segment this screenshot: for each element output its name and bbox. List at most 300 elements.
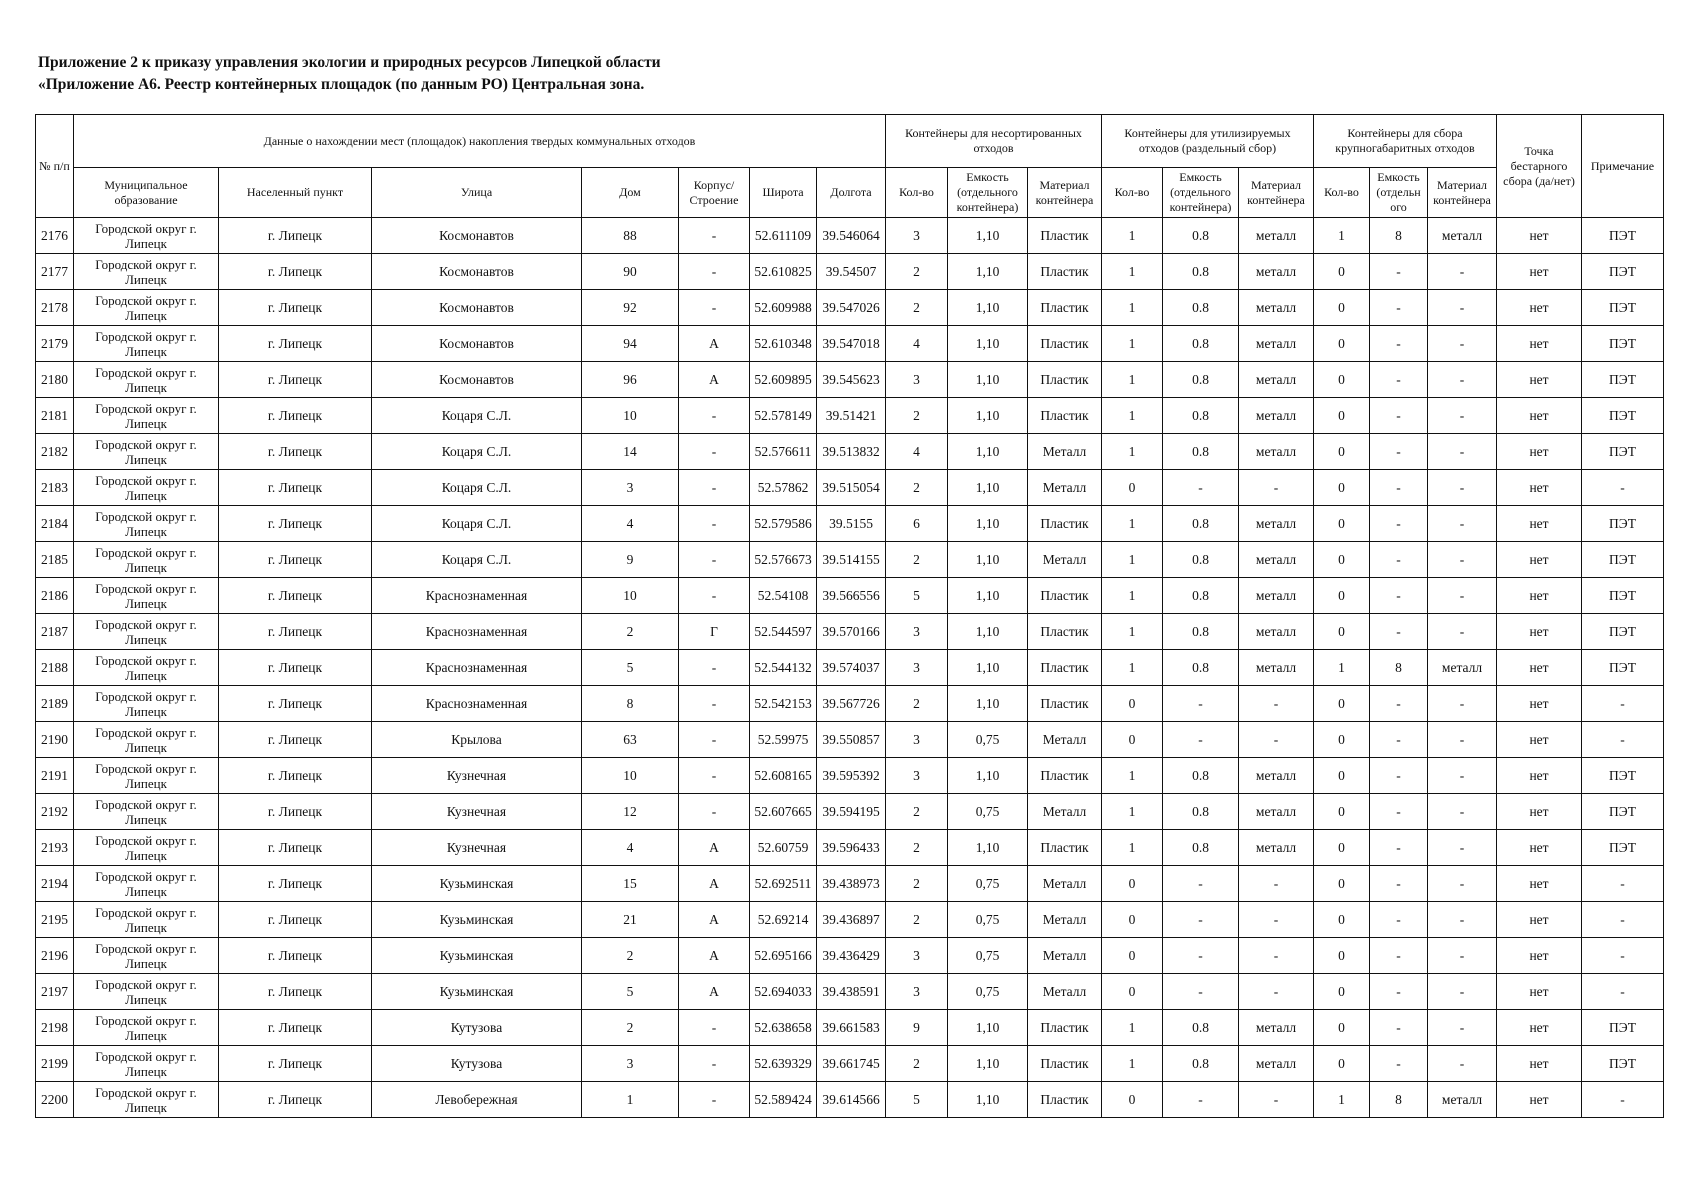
row-number: 2176 bbox=[36, 218, 74, 254]
bulky-material-cell: - bbox=[1428, 794, 1497, 830]
bulky-capacity-cell: - bbox=[1370, 974, 1428, 1010]
house-cell: 88 bbox=[582, 218, 679, 254]
recycle-count-cell: 1 bbox=[1102, 794, 1163, 830]
bulky-capacity-cell: - bbox=[1370, 254, 1428, 290]
building-cell: А bbox=[679, 902, 750, 938]
note-cell: - bbox=[1582, 722, 1664, 758]
street-cell: Краснознаменная bbox=[372, 578, 582, 614]
longitude-cell: 39.547026 bbox=[817, 290, 886, 326]
recycle-capacity-cell: - bbox=[1163, 938, 1239, 974]
recycle-material-cell: металл bbox=[1239, 614, 1314, 650]
bulk-point-cell: нет bbox=[1497, 902, 1582, 938]
row-number: 2200 bbox=[36, 1082, 74, 1118]
house-cell: 15 bbox=[582, 866, 679, 902]
longitude-cell: 39.661745 bbox=[817, 1046, 886, 1082]
bulky-capacity-cell: 8 bbox=[1370, 1082, 1428, 1118]
row-number: 2177 bbox=[36, 254, 74, 290]
unsorted-capacity-cell: 1,10 bbox=[948, 614, 1028, 650]
bulky-capacity-cell: - bbox=[1370, 578, 1428, 614]
recycle-count-cell: 1 bbox=[1102, 362, 1163, 398]
longitude-cell: 39.5155 bbox=[817, 506, 886, 542]
bulky-count-cell: 0 bbox=[1314, 902, 1370, 938]
street-cell: Краснознаменная bbox=[372, 614, 582, 650]
table-row bbox=[36, 326, 1664, 362]
unsorted-material-cell: Пластик bbox=[1028, 290, 1102, 326]
unsorted-material-cell: Пластик bbox=[1028, 686, 1102, 722]
bulk-point-cell: нет bbox=[1497, 758, 1582, 794]
unsorted-count-cell: 3 bbox=[886, 362, 948, 398]
street-cell: Кутузова bbox=[372, 1046, 582, 1082]
unsorted-capacity-cell: 1,10 bbox=[948, 434, 1028, 470]
unsorted-count-cell: 2 bbox=[886, 902, 948, 938]
header-latitude: Широта bbox=[750, 168, 817, 218]
municipality-cell: Городской округ г. Липецк bbox=[74, 650, 219, 686]
header-bulk-point: Точка бестарного сбора (да/нет) bbox=[1497, 115, 1582, 218]
settlement-cell: г. Липецк bbox=[219, 650, 372, 686]
longitude-cell: 39.595392 bbox=[817, 758, 886, 794]
street-cell: Коцаря С.Л. bbox=[372, 470, 582, 506]
unsorted-count-cell: 4 bbox=[886, 326, 948, 362]
street-cell: Космонавтов bbox=[372, 362, 582, 398]
latitude-cell: 52.638658 bbox=[750, 1010, 817, 1046]
latitude-cell: 52.610825 bbox=[750, 254, 817, 290]
bulky-material-cell: металл bbox=[1428, 650, 1497, 686]
unsorted-count-cell: 3 bbox=[886, 722, 948, 758]
unsorted-capacity-cell: 1,10 bbox=[948, 578, 1028, 614]
bulk-point-cell: нет bbox=[1497, 578, 1582, 614]
unsorted-count-cell: 3 bbox=[886, 218, 948, 254]
recycle-capacity-cell: 0.8 bbox=[1163, 758, 1239, 794]
settlement-cell: г. Липецк bbox=[219, 578, 372, 614]
building-cell: - bbox=[679, 290, 750, 326]
settlement-cell: г. Липецк bbox=[219, 614, 372, 650]
municipality-cell: Городской округ г. Липецк bbox=[74, 362, 219, 398]
unsorted-material-cell: Металл bbox=[1028, 794, 1102, 830]
street-cell: Космонавтов bbox=[372, 326, 582, 362]
bulky-material-cell: - bbox=[1428, 866, 1497, 902]
bulky-count-cell: 0 bbox=[1314, 434, 1370, 470]
bulky-material-cell: металл bbox=[1428, 218, 1497, 254]
municipality-cell: Городской округ г. Липецк bbox=[74, 398, 219, 434]
latitude-cell: 52.611109 bbox=[750, 218, 817, 254]
row-number: 2189 bbox=[36, 686, 74, 722]
bulky-material-cell: - bbox=[1428, 1046, 1497, 1082]
settlement-cell: г. Липецк bbox=[219, 470, 372, 506]
longitude-cell: 39.547018 bbox=[817, 326, 886, 362]
street-cell: Кузнечная bbox=[372, 830, 582, 866]
longitude-cell: 39.661583 bbox=[817, 1010, 886, 1046]
unsorted-count-cell: 3 bbox=[886, 974, 948, 1010]
recycle-capacity-cell: 0.8 bbox=[1163, 1046, 1239, 1082]
street-cell: Кузьминская bbox=[372, 866, 582, 902]
settlement-cell: г. Липецк bbox=[219, 218, 372, 254]
recycle-material-cell: металл bbox=[1239, 794, 1314, 830]
header-bulky-count: Кол-во bbox=[1314, 168, 1370, 218]
street-cell: Космонавтов bbox=[372, 254, 582, 290]
recycle-count-cell: 1 bbox=[1102, 650, 1163, 686]
row-number: 2194 bbox=[36, 866, 74, 902]
row-number: 2191 bbox=[36, 758, 74, 794]
recycle-capacity-cell: 0.8 bbox=[1163, 290, 1239, 326]
municipality-cell: Городской округ г. Липецк bbox=[74, 578, 219, 614]
bulky-count-cell: 0 bbox=[1314, 866, 1370, 902]
street-cell: Космонавтов bbox=[372, 218, 582, 254]
settlement-cell: г. Липецк bbox=[219, 758, 372, 794]
bulk-point-cell: нет bbox=[1497, 506, 1582, 542]
recycle-material-cell: металл bbox=[1239, 830, 1314, 866]
latitude-cell: 52.694033 bbox=[750, 974, 817, 1010]
settlement-cell: г. Липецк bbox=[219, 866, 372, 902]
recycle-material-cell: металл bbox=[1239, 326, 1314, 362]
recycle-count-cell: 0 bbox=[1102, 902, 1163, 938]
unsorted-capacity-cell: 1,10 bbox=[948, 1010, 1028, 1046]
recycle-capacity-cell: - bbox=[1163, 686, 1239, 722]
unsorted-capacity-cell: 1,10 bbox=[948, 254, 1028, 290]
bulky-capacity-cell: - bbox=[1370, 902, 1428, 938]
table-row bbox=[36, 1082, 1664, 1118]
unsorted-material-cell: Пластик bbox=[1028, 398, 1102, 434]
row-number: 2183 bbox=[36, 470, 74, 506]
house-cell: 3 bbox=[582, 1046, 679, 1082]
note-cell: ПЭТ bbox=[1582, 794, 1664, 830]
table-row bbox=[36, 974, 1664, 1010]
table-row bbox=[36, 722, 1664, 758]
page-title bbox=[38, 52, 661, 96]
bulky-capacity-cell: - bbox=[1370, 506, 1428, 542]
longitude-cell: 39.596433 bbox=[817, 830, 886, 866]
settlement-cell: г. Липецк bbox=[219, 794, 372, 830]
street-cell: Краснознаменная bbox=[372, 686, 582, 722]
table-row bbox=[36, 650, 1664, 686]
latitude-cell: 52.579586 bbox=[750, 506, 817, 542]
table-row bbox=[36, 614, 1664, 650]
municipality-cell: Городской округ г. Липецк bbox=[74, 218, 219, 254]
unsorted-capacity-cell: 0,75 bbox=[948, 866, 1028, 902]
recycle-capacity-cell: 0.8 bbox=[1163, 830, 1239, 866]
bulky-count-cell: 0 bbox=[1314, 1010, 1370, 1046]
recycle-capacity-cell: 0.8 bbox=[1163, 614, 1239, 650]
bulk-point-cell: нет bbox=[1497, 614, 1582, 650]
unsorted-capacity-cell: 1,10 bbox=[948, 290, 1028, 326]
bulky-count-cell: 0 bbox=[1314, 398, 1370, 434]
recycle-capacity-cell: 0.8 bbox=[1163, 506, 1239, 542]
unsorted-count-cell: 2 bbox=[886, 830, 948, 866]
building-cell: - bbox=[679, 722, 750, 758]
settlement-cell: г. Липецк bbox=[219, 1046, 372, 1082]
settlement-cell: г. Липецк bbox=[219, 1010, 372, 1046]
row-number: 2186 bbox=[36, 578, 74, 614]
table-row bbox=[36, 794, 1664, 830]
recycle-capacity-cell: 0.8 bbox=[1163, 434, 1239, 470]
latitude-cell: 52.542153 bbox=[750, 686, 817, 722]
table-row bbox=[36, 1046, 1664, 1082]
table-row bbox=[36, 470, 1664, 506]
bulk-point-cell: нет bbox=[1497, 362, 1582, 398]
bulky-capacity-cell: - bbox=[1370, 290, 1428, 326]
longitude-cell: 39.567726 bbox=[817, 686, 886, 722]
bulky-count-cell: 0 bbox=[1314, 326, 1370, 362]
recycle-count-cell: 1 bbox=[1102, 830, 1163, 866]
header-location-group: Данные о нахождении мест (площадок) накопления твердых коммунальных отходов bbox=[74, 115, 886, 168]
header-unsorted-group: Контейнеры для несортированных отходов bbox=[886, 115, 1102, 168]
note-cell: ПЭТ bbox=[1582, 218, 1664, 254]
header-recycle-material: Материал контейнера bbox=[1239, 168, 1314, 218]
row-number: 2182 bbox=[36, 434, 74, 470]
street-cell: Коцаря С.Л. bbox=[372, 398, 582, 434]
unsorted-material-cell: Пластик bbox=[1028, 218, 1102, 254]
street-cell: Левобережная bbox=[372, 1082, 582, 1118]
building-cell: - bbox=[679, 650, 750, 686]
house-cell: 8 bbox=[582, 686, 679, 722]
unsorted-material-cell: Пластик bbox=[1028, 1010, 1102, 1046]
recycle-count-cell: 1 bbox=[1102, 326, 1163, 362]
bulky-count-cell: 0 bbox=[1314, 830, 1370, 866]
recycle-material-cell: - bbox=[1239, 938, 1314, 974]
bulky-count-cell: 0 bbox=[1314, 254, 1370, 290]
house-cell: 96 bbox=[582, 362, 679, 398]
header-recycle-count: Кол-во bbox=[1102, 168, 1163, 218]
note-cell: ПЭТ bbox=[1582, 398, 1664, 434]
street-cell: Кутузова bbox=[372, 1010, 582, 1046]
recycle-capacity-cell: 0.8 bbox=[1163, 326, 1239, 362]
bulky-count-cell: 0 bbox=[1314, 1046, 1370, 1082]
bulky-capacity-cell: 8 bbox=[1370, 650, 1428, 686]
latitude-cell: 52.578149 bbox=[750, 398, 817, 434]
latitude-cell: 52.607665 bbox=[750, 794, 817, 830]
bulky-material-cell: - bbox=[1428, 722, 1497, 758]
header-unsorted-capacity: Емкость (отдельного контейнера) bbox=[948, 168, 1028, 218]
unsorted-material-cell: Металл bbox=[1028, 938, 1102, 974]
recycle-count-cell: 1 bbox=[1102, 506, 1163, 542]
street-cell: Кузнечная bbox=[372, 758, 582, 794]
note-cell: - bbox=[1582, 470, 1664, 506]
table-header bbox=[36, 115, 1664, 218]
latitude-cell: 52.609988 bbox=[750, 290, 817, 326]
row-number: 2197 bbox=[36, 974, 74, 1010]
unsorted-material-cell: Пластик bbox=[1028, 326, 1102, 362]
unsorted-count-cell: 2 bbox=[886, 794, 948, 830]
recycle-count-cell: 1 bbox=[1102, 290, 1163, 326]
unsorted-count-cell: 3 bbox=[886, 938, 948, 974]
municipality-cell: Городской округ г. Липецк bbox=[74, 830, 219, 866]
unsorted-material-cell: Металл bbox=[1028, 722, 1102, 758]
bulky-capacity-cell: - bbox=[1370, 326, 1428, 362]
recycle-count-cell: 1 bbox=[1102, 398, 1163, 434]
house-cell: 1 bbox=[582, 1082, 679, 1118]
note-cell: ПЭТ bbox=[1582, 326, 1664, 362]
bulky-count-cell: 0 bbox=[1314, 686, 1370, 722]
street-cell: Кузьминская bbox=[372, 974, 582, 1010]
header-bulky-material: Материал контейнера bbox=[1428, 168, 1497, 218]
recycle-capacity-cell: 0.8 bbox=[1163, 794, 1239, 830]
longitude-cell: 39.54507 bbox=[817, 254, 886, 290]
recycle-material-cell: металл bbox=[1239, 650, 1314, 686]
latitude-cell: 52.54108 bbox=[750, 578, 817, 614]
settlement-cell: г. Липецк bbox=[219, 1082, 372, 1118]
bulk-point-cell: нет bbox=[1497, 866, 1582, 902]
building-cell: А bbox=[679, 830, 750, 866]
note-cell: ПЭТ bbox=[1582, 578, 1664, 614]
recycle-capacity-cell: - bbox=[1163, 866, 1239, 902]
recycle-count-cell: 1 bbox=[1102, 434, 1163, 470]
bulky-capacity-cell: - bbox=[1370, 938, 1428, 974]
row-number: 2196 bbox=[36, 938, 74, 974]
unsorted-capacity-cell: 0,75 bbox=[948, 938, 1028, 974]
title-line-2: «Приложение А6. Реестр контейнерных площадок (по данным РО) Центральная зона. bbox=[38, 76, 645, 93]
table-row bbox=[36, 506, 1664, 542]
note-cell: - bbox=[1582, 938, 1664, 974]
row-number: 2180 bbox=[36, 362, 74, 398]
bulky-count-cell: 1 bbox=[1314, 1082, 1370, 1118]
building-cell: А bbox=[679, 866, 750, 902]
recycle-capacity-cell: - bbox=[1163, 1082, 1239, 1118]
house-cell: 21 bbox=[582, 902, 679, 938]
building-cell: - bbox=[679, 542, 750, 578]
unsorted-count-cell: 2 bbox=[886, 290, 948, 326]
longitude-cell: 39.51421 bbox=[817, 398, 886, 434]
building-cell: - bbox=[679, 398, 750, 434]
latitude-cell: 52.589424 bbox=[750, 1082, 817, 1118]
bulky-count-cell: 0 bbox=[1314, 542, 1370, 578]
building-cell: А bbox=[679, 362, 750, 398]
table-row bbox=[36, 434, 1664, 470]
unsorted-capacity-cell: 1,10 bbox=[948, 830, 1028, 866]
bulky-capacity-cell: - bbox=[1370, 686, 1428, 722]
recycle-material-cell: металл bbox=[1239, 434, 1314, 470]
table-row bbox=[36, 542, 1664, 578]
row-number: 2185 bbox=[36, 542, 74, 578]
bulky-material-cell: - bbox=[1428, 902, 1497, 938]
header-unsorted-material: Материал контейнера bbox=[1028, 168, 1102, 218]
building-cell: - bbox=[679, 470, 750, 506]
recycle-count-cell: 0 bbox=[1102, 686, 1163, 722]
longitude-cell: 39.438591 bbox=[817, 974, 886, 1010]
bulk-point-cell: нет bbox=[1497, 974, 1582, 1010]
recycle-capacity-cell: 0.8 bbox=[1163, 650, 1239, 686]
house-cell: 5 bbox=[582, 650, 679, 686]
settlement-cell: г. Липецк bbox=[219, 290, 372, 326]
municipality-cell: Городской округ г. Липецк bbox=[74, 434, 219, 470]
recycle-material-cell: - bbox=[1239, 470, 1314, 506]
unsorted-material-cell: Пластик bbox=[1028, 578, 1102, 614]
building-cell: - bbox=[679, 506, 750, 542]
settlement-cell: г. Липецк bbox=[219, 974, 372, 1010]
table-row bbox=[36, 758, 1664, 794]
bulky-material-cell: - bbox=[1428, 254, 1497, 290]
building-cell: А bbox=[679, 974, 750, 1010]
note-cell: ПЭТ bbox=[1582, 362, 1664, 398]
house-cell: 2 bbox=[582, 614, 679, 650]
note-cell: ПЭТ bbox=[1582, 1010, 1664, 1046]
building-cell: - bbox=[679, 1046, 750, 1082]
latitude-cell: 52.609895 bbox=[750, 362, 817, 398]
unsorted-count-cell: 2 bbox=[886, 254, 948, 290]
bulky-capacity-cell: - bbox=[1370, 398, 1428, 434]
settlement-cell: г. Липецк bbox=[219, 506, 372, 542]
unsorted-capacity-cell: 0,75 bbox=[948, 974, 1028, 1010]
settlement-cell: г. Липецк bbox=[219, 434, 372, 470]
unsorted-count-cell: 5 bbox=[886, 578, 948, 614]
building-cell: - bbox=[679, 794, 750, 830]
header-house: Дом bbox=[582, 168, 679, 218]
longitude-cell: 39.514155 bbox=[817, 542, 886, 578]
unsorted-material-cell: Пластик bbox=[1028, 830, 1102, 866]
recycle-material-cell: металл bbox=[1239, 290, 1314, 326]
unsorted-material-cell: Металл bbox=[1028, 542, 1102, 578]
latitude-cell: 52.576611 bbox=[750, 434, 817, 470]
bulky-material-cell: - bbox=[1428, 326, 1497, 362]
bulky-material-cell: - bbox=[1428, 542, 1497, 578]
bulk-point-cell: нет bbox=[1497, 686, 1582, 722]
building-cell: Г bbox=[679, 614, 750, 650]
municipality-cell: Городской округ г. Липецк bbox=[74, 722, 219, 758]
building-cell: - bbox=[679, 434, 750, 470]
table-body bbox=[36, 218, 1664, 1118]
row-number: 2181 bbox=[36, 398, 74, 434]
note-cell: ПЭТ bbox=[1582, 758, 1664, 794]
recycle-capacity-cell: 0.8 bbox=[1163, 398, 1239, 434]
settlement-cell: г. Липецк bbox=[219, 686, 372, 722]
unsorted-count-cell: 4 bbox=[886, 434, 948, 470]
recycle-count-cell: 0 bbox=[1102, 866, 1163, 902]
longitude-cell: 39.594195 bbox=[817, 794, 886, 830]
bulky-material-cell: - bbox=[1428, 830, 1497, 866]
row-number: 2188 bbox=[36, 650, 74, 686]
longitude-cell: 39.545623 bbox=[817, 362, 886, 398]
latitude-cell: 52.639329 bbox=[750, 1046, 817, 1082]
unsorted-material-cell: Металл bbox=[1028, 434, 1102, 470]
note-cell: ПЭТ bbox=[1582, 614, 1664, 650]
bulk-point-cell: нет bbox=[1497, 290, 1582, 326]
settlement-cell: г. Липецк bbox=[219, 398, 372, 434]
table-row bbox=[36, 830, 1664, 866]
note-cell: - bbox=[1582, 866, 1664, 902]
bulky-material-cell: - bbox=[1428, 506, 1497, 542]
note-cell: - bbox=[1582, 974, 1664, 1010]
bulky-count-cell: 0 bbox=[1314, 974, 1370, 1010]
row-number: 2195 bbox=[36, 902, 74, 938]
latitude-cell: 52.544132 bbox=[750, 650, 817, 686]
longitude-cell: 39.436429 bbox=[817, 938, 886, 974]
row-number: 2199 bbox=[36, 1046, 74, 1082]
longitude-cell: 39.513832 bbox=[817, 434, 886, 470]
unsorted-capacity-cell: 1,10 bbox=[948, 758, 1028, 794]
note-cell: ПЭТ bbox=[1582, 830, 1664, 866]
bulky-material-cell: - bbox=[1428, 470, 1497, 506]
header-bulky-capacity: Емкость (отдельн ого bbox=[1370, 168, 1428, 218]
bulk-point-cell: нет bbox=[1497, 1046, 1582, 1082]
recycle-capacity-cell: 0.8 bbox=[1163, 542, 1239, 578]
bulky-material-cell: - bbox=[1428, 398, 1497, 434]
recycle-material-cell: - bbox=[1239, 974, 1314, 1010]
recycle-material-cell: металл bbox=[1239, 398, 1314, 434]
unsorted-capacity-cell: 1,10 bbox=[948, 1046, 1028, 1082]
row-number: 2178 bbox=[36, 290, 74, 326]
bulky-capacity-cell: - bbox=[1370, 470, 1428, 506]
building-cell: А bbox=[679, 938, 750, 974]
bulky-count-cell: 0 bbox=[1314, 758, 1370, 794]
table-row bbox=[36, 938, 1664, 974]
table-row bbox=[36, 290, 1664, 326]
recycle-count-cell: 1 bbox=[1102, 1010, 1163, 1046]
unsorted-count-cell: 3 bbox=[886, 758, 948, 794]
bulk-point-cell: нет bbox=[1497, 1010, 1582, 1046]
longitude-cell: 39.550857 bbox=[817, 722, 886, 758]
recycle-material-cell: - bbox=[1239, 866, 1314, 902]
unsorted-material-cell: Пластик bbox=[1028, 254, 1102, 290]
bulk-point-cell: нет bbox=[1497, 434, 1582, 470]
bulky-capacity-cell: - bbox=[1370, 866, 1428, 902]
